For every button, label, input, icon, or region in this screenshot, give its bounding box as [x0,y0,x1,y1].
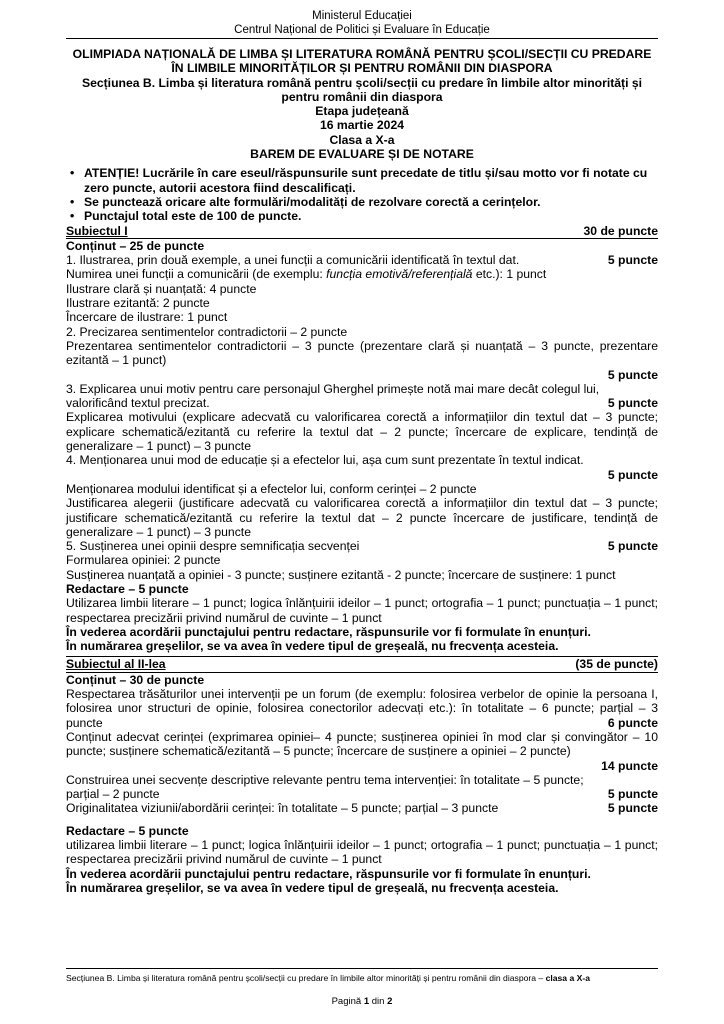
subject-1-writing-note: În numărarea greșelilor, se va avea în vedere tipul de greșeală, nu frecvența acesteia. [66,639,559,654]
document-titles [66,47,658,161]
notes-list [66,166,658,223]
subject-1-writing-criteria: Utilizarea limbii literare – 1 punct; logica înlănțuirii ideilor – 1 punct; ortografia – 1 punct; punctuația – 1 punct; respectarea precizării privind numărul de cuvinte – 1 punct [66,596,658,625]
subject-2 [66,656,658,895]
section-title: Secțiunea B. Limba și literatura română pentru școli/secții cu predare în limbile altor minorități și pentru românii din diaspora [81,75,643,104]
item-1-criterion: Ilustrare clară și nuanțată: 4 puncte [66,281,257,296]
note-item: • ATENȚIE! Lucrările în care eseul/răspunsurile sunt precedate de titlu și/sau motto vor fi notate cu zero puncte, autorii acestora fiind descalificați. [84,166,658,195]
subject-2-title: Subiectul al II-lea [66,657,166,672]
item-1-criterion: Ilustrare ezitantă: 2 puncte [66,296,210,311]
item-1 [66,253,658,267]
olympiad-title: OLIMPIADA NAȚIONALĂ DE LIMBA ȘI LITERATURA ROMÂNĂ PENTRU ȘCOLI/SECȚII CU PREDARE ÎN LIMBILE MINORITĂȚILOR ȘI PENTRU ROMÂNII DIN DIASPORA [72,47,652,76]
item-4-criterion: Menționarea modului identificat și a efectelor lui, conform cerinței – 2 puncte [66,481,477,496]
page-current: 1 [363,996,370,1007]
item-2-text: 2. Precizarea sentimentelor contradictorii – 2 puncte [66,324,348,339]
criterion-3-text: Construirea unei secvențe descriptive relevante pentru tema intervenției: în totalitate – 5 puncte; [66,772,584,787]
item-1-criterion [66,267,658,281]
item-1-criterion: Încercare de ilustrare: 1 punct [66,310,228,325]
item-4-text: 4. Menționarea unui mod de educație și a efectelor lui, așa cum sunt prezentate în textul indicat. [66,453,584,468]
item-5-criterion: Formularea opiniei: 2 puncte [66,553,221,568]
subject-2-points: (35 de puncte) [575,657,658,672]
criterion-text: Numirea unei funcții a comunicării (de exemplu: [66,267,327,282]
stage-title: Etapa județeană [315,104,409,119]
item-5-text: 5. Susținerea unei opinii despre semnificația secvenței [66,539,360,554]
subject-1-title: Subiectul I [66,223,128,238]
page-footer [66,968,658,984]
subject-2-writing-note: În numărarea greșelilor, se va avea în vedere tipul de greșeală, nu frecvența acesteia. [66,880,559,895]
subject-2-writing-heading: Redactare – 5 puncte [66,823,189,838]
criterion-3-text-2: parțial – 2 puncte [66,787,160,802]
ministry-name: Ministerul Educației [312,10,412,22]
subject-1-writing-heading: Redactare – 5 puncte [66,581,189,596]
criterion-2-text: Conținut adecvat cerinței (exprimarea opiniei– 4 puncte; susținerea opiniei în mod clar și convingător – 10 puncte; susținere schematică/ezitantă – 5 puncte; încercare de susținere a opiniei – 2 puncte) [66,729,658,759]
criterion-3-points: 5 puncte [607,787,658,802]
item-5-points: 5 puncte [607,539,658,554]
footer-class: clasa a X-a [545,973,591,983]
criterion-3-row [66,787,658,801]
page-label: din [369,996,388,1007]
item-4-points: 5 puncte [607,467,658,482]
criterion-4-row [66,801,658,815]
center-name: Centrul Național de Politici și Evaluare în Educație [66,23,658,39]
subject-1-writing-note: În vederea acordării punctajului pentru redactare, răspunsurile vor fi formulate în enunțuri. [66,624,591,639]
subject-1-content-heading: Conținut – 25 de puncte [66,238,658,253]
subject-1-heading [66,224,658,238]
note-item: • Se punctează oricare alte formulări/modalități de rezolvare corectă a cerințelor. [84,195,658,209]
subject-2-writing-note: În vederea acordării punctajului pentru redactare, răspunsurile vor fi formulate în enunțuri. [66,866,591,881]
criterion-example: funcția emotivă/referențială [326,267,473,282]
item-5-criterion: Susținerea nuanțată a opiniei - 3 puncte; susținere ezitantă - 2 puncte; încercare de susținere: 1 punct [66,567,616,582]
criterion-text: etc.): 1 punct [472,267,547,282]
subject-2-writing-criteria: utilizarea limbii literare – 1 punct; logica înlănțuirii ideilor – 1 punct; ortografia – 1 punct; punctuația – 1 punct; respectarea precizării privind numărul de cuvinte – 1 punct [66,838,658,867]
item-3-text: 3. Explicarea unui motiv pentru care personajul Gherghel primește notă mai mare decât colegul lui, valorificând textul precizat. [66,381,600,411]
criterion-1-text: Respectarea trăsăturilor unei intervenții pe un forum (de exemplu: folosirea verbelor de opinie la persoana I, folosirea unor structuri de opinie, folosirea conectorilor adecvați etc.): în totalitate – 6 puncte; parțial – 3 puncte [66,687,658,730]
item-2-points: 5 puncte [607,367,658,382]
item-1-points: 5 puncte [607,253,658,268]
criterion-4-text: Originalitatea viziunii/abordării cerinței: în totalitate – 5 puncte; parțial – 3 puncte [66,801,499,816]
page-header [66,0,658,39]
class-title: Clasa a X-a [329,132,395,147]
document-page [66,0,658,895]
item-4-criterion: Justificarea alegerii (justificare adecvată cu valorificarea corectă a informațiilor din textul dat – 3 puncte; justificare schematică/ezitantă cu referire la textul dat – 2 puncte încercare de justificare, tendință de generalizare – 1 punct) – 3 puncte [66,496,658,539]
footer-text: Secțiunea B. Limba și literatura română pentru școli/secții cu predare în limbile altor minorități și pentru românii din diaspora – [66,973,546,983]
criterion-2-points: 14 puncte [601,758,658,773]
criterion-4-points: 5 puncte [607,801,658,816]
note-item: • Punctajul total este de 100 de puncte. [84,209,658,223]
item-1-text: 1. Ilustrarea, prin două exemple, a unei funcții a comunicării identificată în textul dat. [66,253,520,268]
scale-title: BAREM DE EVALUARE ȘI DE NOTARE [250,147,474,162]
subject-2-content-heading: Conținut – 30 de puncte [66,672,658,687]
page-label: Pagină [331,996,364,1007]
subject-2-heading [66,657,658,671]
item-5 [66,539,658,553]
date-title: 16 martie 2024 [319,118,405,133]
page-total: 2 [387,996,393,1007]
item-3-points: 5 puncte [607,396,658,411]
subject-1-points: 30 de puncte [583,223,658,238]
item-2-criterion: Prezentarea sentimentelor contradictorii – 3 puncte (prezentare clară și nuanțată – 3 puncte, prezentare ezitantă – 1 punct) [66,338,658,368]
page-number [0,996,724,1007]
item-3-criterion: Explicarea motivului (explicare adecvată cu valorificarea corectă a informațiilor din textul dat – 3 puncte; explicare schematică/ezitantă cu referire la textul dat – 2 puncte; încercare de explicare, tendință de generalizare – 1 punct) – 3 puncte [66,410,658,454]
criterion-1-points: 6 puncte [607,715,658,730]
subject-1 [66,224,658,654]
